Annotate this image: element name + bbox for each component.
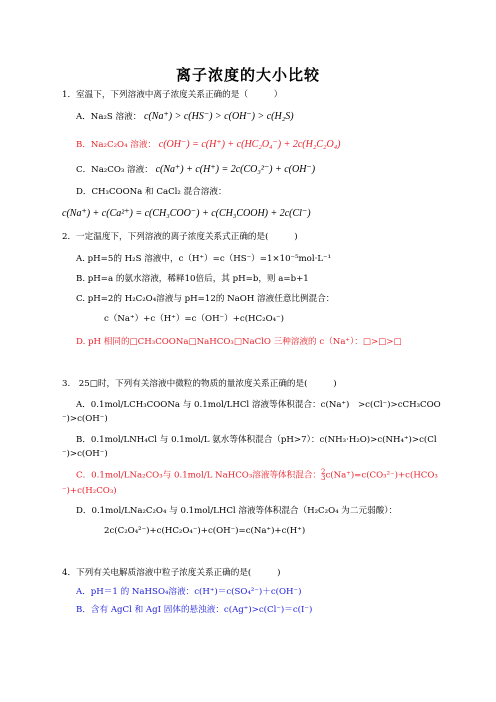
q1-option-a	[76, 111, 294, 123]
q1-stem: 1．室温下，下列溶液中离子浓度关系正确的是（ ）	[62, 90, 283, 100]
fraction-denominator: 3	[321, 474, 326, 482]
q2-option-b: B. pH=a 的氨水溶液，稀释10倍后，其 pH=b，则 a=b+1	[76, 274, 309, 284]
q1-option-b-label: B．Na₂C₂O₄ 溶液：	[76, 140, 157, 150]
q3-option-b-line2: ⁻)>c(OH⁻)	[62, 449, 108, 459]
q1-option-d-label: D．CH₃COONa 和 CaCl₂ 混合溶液：	[76, 187, 227, 197]
q3-option-d-line2: 2c(C₂O₄²⁻)+c(HC₂O₄⁻)+c(OH⁻)=c(Na⁺)+c(H⁺)	[104, 526, 306, 536]
q1-option-a-formula: c(Na⁺) > c(HS⁻) > c(OH⁻) > c(H₂S)	[144, 111, 294, 122]
q4-option-b: B．含有 AgCl 和 AgI 固体的悬浊液：c(Ag⁺)>c(Cl⁻)＝c(I⁻)	[76, 605, 313, 615]
q3-option-b-line1: B．0.1mol/LNH₄Cl 与 0.1mol/L 氨水等体积混合（pH>7）：c(NH₃·H₂O)>c(NH₄⁺)>c(Cl	[76, 435, 437, 445]
q2-option-a: A. pH=5的 H₂S 溶液中，c（H⁺）=c（HS⁻）=1×10⁻⁵mol·L⁻¹	[76, 254, 332, 264]
q2-option-c-formula: c（Na⁺）+c（H⁺）=c（OH⁻）+c(HC₂O₄⁻)	[104, 314, 284, 324]
q1-option-c-formula: c(Na⁺) + c(H⁺) = 2c(CO₃²⁻) + c(OH⁻)	[155, 164, 316, 175]
q4-stem: 4．下列有关电解质溶液中粒子浓度关系正确的是( )	[62, 568, 281, 578]
q1-option-b	[76, 139, 341, 151]
q1-option-a-label: A．Na₂S 溶液：	[76, 112, 142, 122]
q2-option-c: C. pH=2的 H₂C₂O₄溶液与 pH=12的 NaOH 溶液任意比例混合：	[76, 294, 335, 304]
q3-option-c-line2: ⁻)+c(H₂CO₃)	[62, 486, 117, 496]
q1-option-d-formula: c(Na⁺) + c(Ca²⁺) = c(CH₃COO⁻) + c(CH₃COOH) + 2c(Cl⁻)	[62, 208, 311, 219]
page-title: 离子浓度的大小比较	[175, 66, 320, 84]
fraction-numerator: 2	[321, 468, 326, 476]
q2-option-d: D. pH 相同的□CH₃COONa□NaHCO₃□NaClO 三种溶液的 c（Na⁺）：□>□>□	[76, 337, 402, 347]
q3-option-c-line1	[76, 469, 438, 482]
q3-option-a-line2: ⁻)>c(OH⁻)	[62, 414, 108, 424]
q3-option-c-text-b: c(Na⁺)=c(CO₃²⁻)+c(HCO₃	[325, 470, 438, 481]
q3-option-d-line1: D．0.1mol/LNa₂C₂O₄ 与 0.1mol/LHCl 溶液等体积混合（H₂C₂O₄ 为二元弱酸）：	[76, 506, 398, 516]
q1-option-c-label: C．Na₂CO₃ 溶液：	[76, 165, 153, 175]
q3-option-a-line1: A．0.1mol/LCH₃COONa 与 0.1mol/LHCl 溶液等体积混合：c(Na⁺) >c(Cl⁻)>cCH₃COO	[76, 400, 441, 410]
q2-stem: 2．一定温度下，下列溶液的离子浓度关系式正确的是( )	[62, 232, 298, 242]
q4-option-a: A．pH＝1 的 NaHSO₄溶液：c(H⁺)＝c(SO₄²⁻)＋c(OH⁻)	[76, 587, 302, 597]
q1-option-b-formula: c(OH⁻) = c(H⁺) + c(HC₂O₄⁻) + 2c(H₂C₂O₄)	[158, 139, 341, 150]
q1-option-c	[76, 164, 315, 176]
q3-stem: 3. 25□时，下列有关溶液中微粒的物质的量浓度关系正确的是( )	[62, 379, 337, 389]
q3-option-c-text: C．0.1mol/LNa₂CO₃与 0.1mol/L NaHCO₃溶液等体积混合：	[76, 470, 322, 481]
